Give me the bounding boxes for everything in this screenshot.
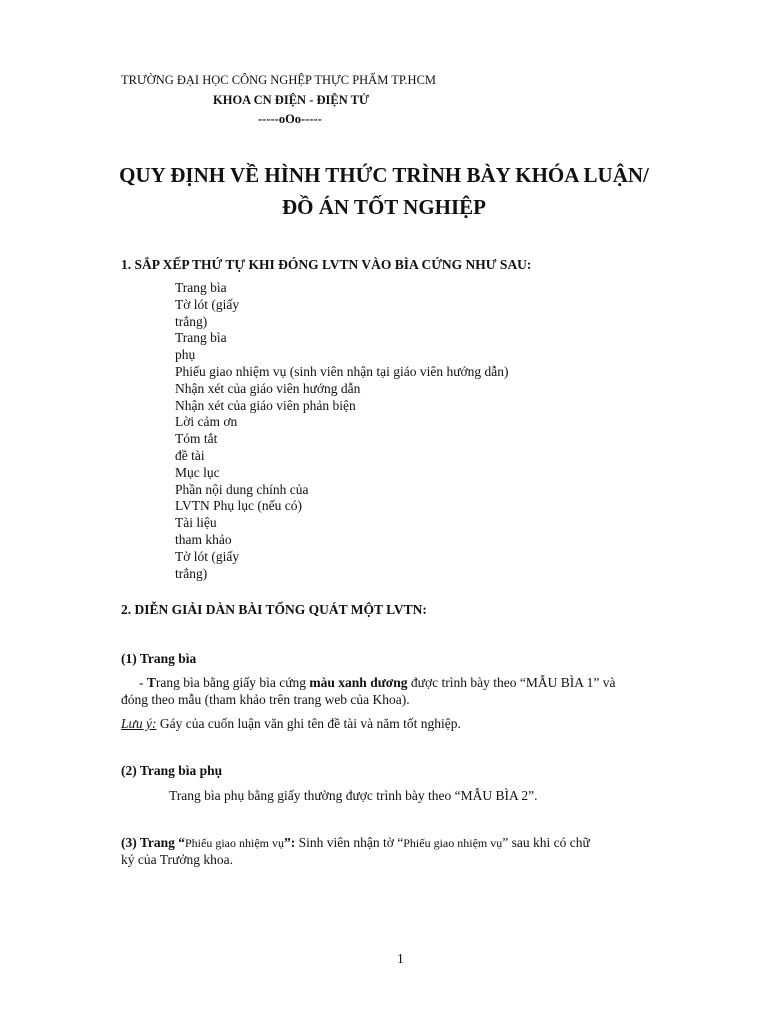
text: Sinh viên nhận tờ “ (295, 835, 404, 850)
sub3-paragraph-line1 (121, 834, 590, 852)
section1-list (175, 280, 509, 582)
list-item: Phần nội dung chính của (175, 481, 309, 497)
list-item: Nhận xét của giáo viên hướng dẫn (175, 380, 361, 396)
sub3-heading: (3) Trang “Phiếu giao nhiệm vụ”: (121, 835, 296, 850)
university-name: TRƯỜNG ĐẠI HỌC CÔNG NGHỆP THỰC PHẨM TP.HCM (121, 73, 437, 87)
document-title-line2: ĐỒ ÁN TỐT NGHIỆP (281, 195, 486, 219)
list-item: Trang bìa (175, 280, 227, 295)
list-item: Tóm tắt (175, 431, 218, 447)
list-item: trắng) (175, 313, 208, 329)
section1-heading: 1. SẮP XẾP THỨ TỰ KHI ĐÓNG LVTN VÀO BÌA CỨNG NHƯ SAU: (121, 257, 532, 272)
text-small: Phiếu giao nhiệm vụ (403, 836, 503, 850)
note-label: Lưu ý: (121, 716, 157, 731)
text: rang bìa bằng giấy bìa cứng (155, 675, 310, 690)
bold-initial: T (146, 675, 156, 690)
list-item: Tờ lót (giấy (175, 296, 240, 312)
list-item: LVTN Phụ lục (nếu có) (175, 498, 302, 514)
note-text: Gáy của cuốn luận văn ghi tên đề tài và năm tốt nghiệp. (156, 716, 461, 731)
list-item: Tờ lót (giấy (175, 548, 240, 564)
list-item: Nhận xét của giáo viên phản biện (175, 397, 356, 413)
sub1-paragraph-line1 (139, 674, 615, 691)
list-item: trắng) (175, 565, 208, 581)
list-item: đề tài (175, 447, 205, 463)
document-title-line1: QUY ĐỊNH VỀ HÌNH THỨC TRÌNH BÀY KHÓA LUẬN/ (119, 163, 649, 187)
sub1-paragraph-line2: đóng theo mẫu (tham khảo trên trang web của Khoa). (121, 692, 410, 707)
list-item: phụ (175, 347, 196, 363)
sub2-paragraph: Trang bìa phụ bằng giấy thường được trình bày theo “MẪU BÌA 2”. (169, 788, 538, 803)
list-item: Tài liệu (175, 515, 217, 531)
sub3-paragraph-line2: ký của Trưởng khoa. (121, 852, 233, 867)
dash: - (139, 675, 147, 690)
sub1-note (121, 715, 461, 732)
text: được trình bày theo “MẪU BÌA 1” và (407, 675, 616, 690)
text: ” sau khi có chữ (502, 835, 590, 850)
header-divider: -----oOo----- (258, 112, 322, 126)
color-emphasis: màu xanh dương (309, 675, 408, 690)
list-item: Mục lục (175, 464, 220, 480)
list-item: tham khảo (175, 531, 232, 547)
faculty-name: KHOA CN ĐIỆN - ĐIỆN TỬ (213, 93, 369, 107)
sub1-heading: (1) Trang bìa (121, 651, 197, 666)
page-number: 1 (397, 951, 404, 966)
list-item: Phiếu giao nhiệm vụ (sinh viên nhận tại giáo viên hướng dẫn) (175, 363, 509, 379)
sub2-heading: (2) Trang bìa phụ (121, 763, 223, 778)
list-item: Lời cảm ơn (175, 414, 238, 430)
list-item: Trang bìa (175, 330, 227, 346)
section2-heading: 2. DIỄN GIẢI DÀN BÀI TỔNG QUÁT MỘT LVTN: (121, 602, 427, 617)
